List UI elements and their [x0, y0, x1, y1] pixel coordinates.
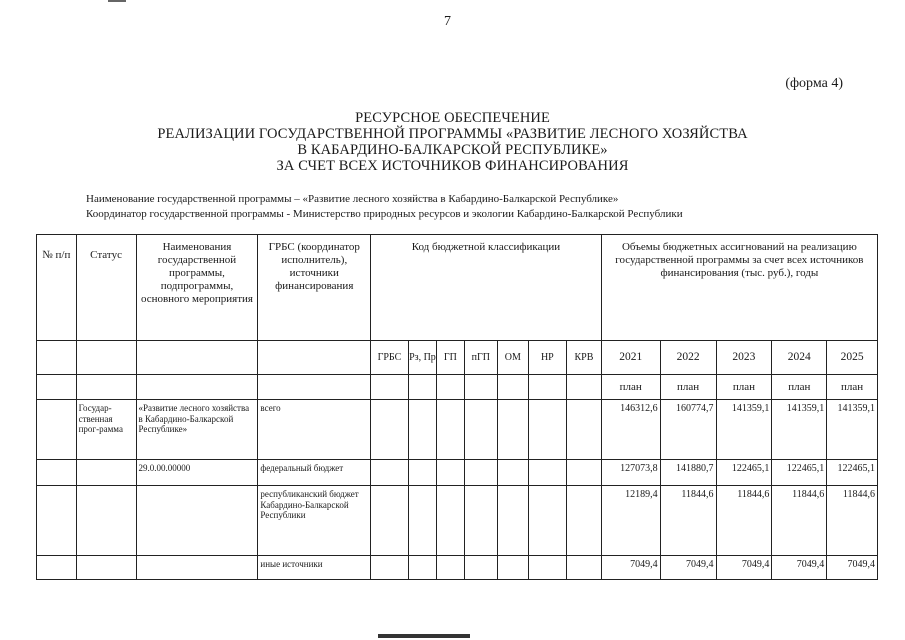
code-col-nr: НР: [528, 341, 567, 375]
plan-label: план: [660, 375, 716, 400]
header-volumes: Объемы бюджетных ассигнований на реализацию государственной программы за счет всех источников финансирования (тыс. руб.), годы: [601, 235, 877, 341]
year-2024: 2024: [772, 341, 827, 375]
value-2023: 11844,6: [716, 486, 772, 556]
year-2022: 2022: [660, 341, 716, 375]
plan-label: план: [601, 375, 660, 400]
code-col-gp: ГП: [437, 341, 464, 375]
row-source: федеральный бюджет: [258, 460, 371, 486]
table-row: [37, 400, 878, 460]
page-number: 7: [444, 14, 451, 29]
title-line-3: В КАБАРДИНО-БАЛКАРСКОЙ РЕСПУБЛИКЕ»: [297, 142, 608, 158]
value-2024: 141359,1: [772, 400, 827, 460]
value-2022: 11844,6: [660, 486, 716, 556]
title-line-1: РЕСУРСНОЕ ОБЕСПЕЧЕНИЕ: [355, 110, 550, 126]
header-status: Статус: [76, 235, 136, 341]
program-name-line: Наименование государственной программы – «Развитие лесного хозяйства в Кабардино-Балкарской Республике»: [86, 193, 619, 205]
code-col-pgp: пГП: [464, 341, 498, 375]
row-name: [136, 486, 258, 556]
value-2022: 7049,4: [660, 556, 716, 580]
row-source: республиканский бюджет Кабардино-Балкарской Республики: [258, 486, 371, 556]
year-2021: 2021: [601, 341, 660, 375]
value-2021: 12189,4: [601, 486, 660, 556]
row-name: 29.0.00.00000: [136, 460, 258, 486]
table-row: [37, 556, 878, 580]
form-label: (форма 4): [785, 76, 843, 91]
row-status: [76, 556, 136, 580]
year-2023: 2023: [716, 341, 772, 375]
code-col-rz-pr: Рз, Пр: [408, 341, 436, 375]
scan-artifact-top: [108, 0, 126, 2]
plan-label: план: [827, 375, 878, 400]
row-source: иные источники: [258, 556, 371, 580]
subheader-row: [37, 341, 878, 375]
value-2022: 160774,7: [660, 400, 716, 460]
row-name: [136, 556, 258, 580]
value-2025: 141359,1: [827, 400, 878, 460]
value-2024: 122465,1: [772, 460, 827, 486]
header-budget-code: Код бюджетной классификации: [371, 235, 602, 341]
plan-label: план: [716, 375, 772, 400]
code-col-krv: КРВ: [567, 341, 602, 375]
value-2021: 146312,6: [601, 400, 660, 460]
row-status: [76, 460, 136, 486]
plan-label: план: [772, 375, 827, 400]
value-2021: 7049,4: [601, 556, 660, 580]
document-title: [0, 110, 905, 174]
scan-artifact-bottom: [378, 634, 470, 638]
row-status: [76, 486, 136, 556]
code-col-grbs: ГРБС: [371, 341, 409, 375]
value-2024: 11844,6: [772, 486, 827, 556]
row-source: всего: [258, 400, 371, 460]
coordinator-line: Координатор государственной программы - Министерство природных ресурсов и экологии Кабардино-Балкарской Республики: [86, 208, 683, 220]
code-col-om: ОМ: [498, 341, 528, 375]
header-num: № п/п: [37, 235, 77, 341]
value-2021: 127073,8: [601, 460, 660, 486]
row-status: Государ-ственная прог-рамма: [76, 400, 136, 460]
resource-table: [36, 234, 878, 580]
value-2024: 7049,4: [772, 556, 827, 580]
table-row: [37, 460, 878, 486]
value-2023: 141359,1: [716, 400, 772, 460]
year-2025: 2025: [827, 341, 878, 375]
value-2023: 122465,1: [716, 460, 772, 486]
header-grbs: ГРБС (координатор исполнитель), источники финансирования: [258, 235, 371, 341]
title-line-2: РЕАЛИЗАЦИИ ГОСУДАРСТВЕННОЙ ПРОГРАММЫ «РАЗВИТИЕ ЛЕСНОГО ХОЗЯЙСТВА: [157, 126, 748, 142]
value-2025: 11844,6: [827, 486, 878, 556]
value-2025: 7049,4: [827, 556, 878, 580]
value-2022: 141880,7: [660, 460, 716, 486]
header-row: [37, 235, 878, 341]
value-2023: 7049,4: [716, 556, 772, 580]
header-names: Наименования государственной программы, подпрограммы, основного мероприятия: [136, 235, 258, 341]
table-row: [37, 486, 878, 556]
plan-row: [37, 375, 878, 400]
row-name: «Развитие лесного хозяйства в Кабардино-Балкарской Республике»: [136, 400, 258, 460]
title-line-4: ЗА СЧЕТ ВСЕХ ИСТОЧНИКОВ ФИНАНСИРОВАНИЯ: [276, 158, 629, 174]
value-2025: 122465,1: [827, 460, 878, 486]
